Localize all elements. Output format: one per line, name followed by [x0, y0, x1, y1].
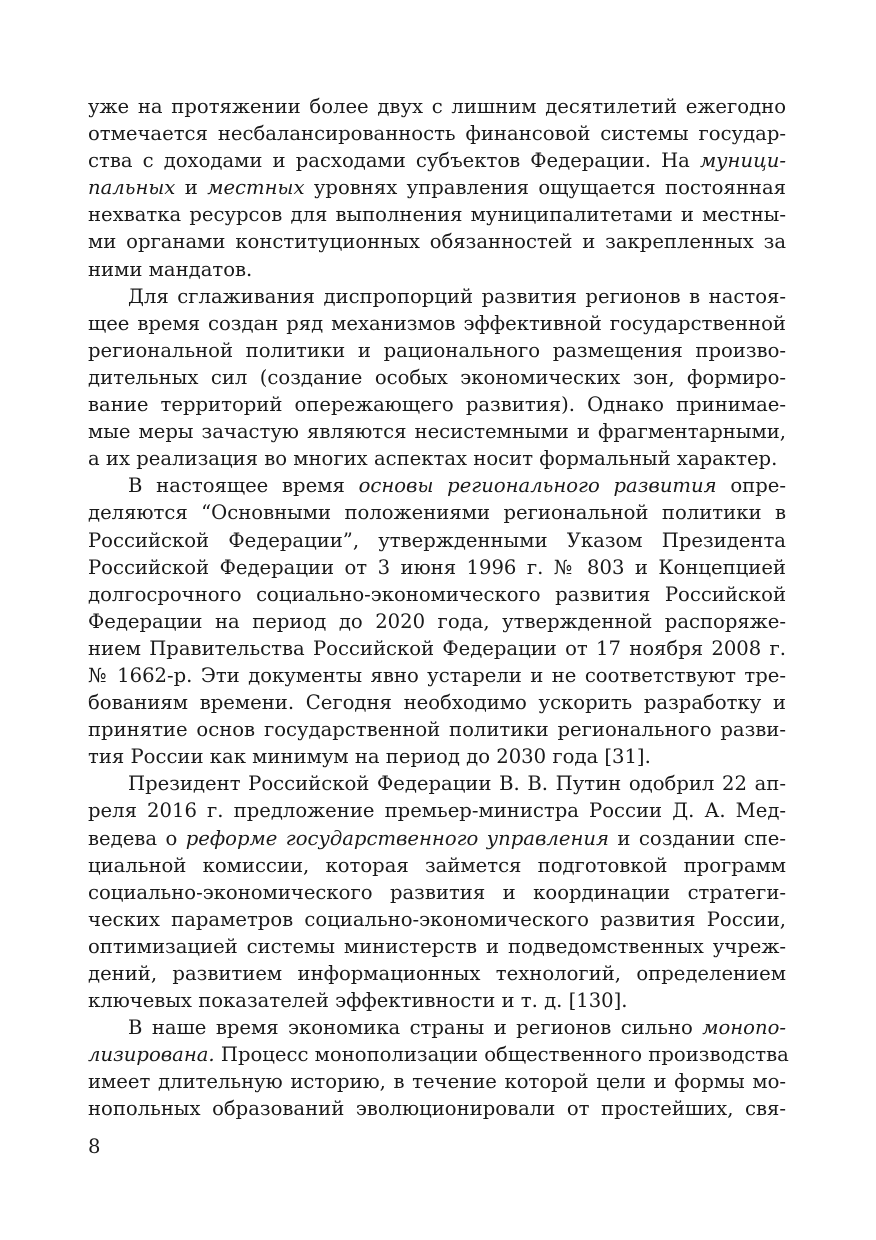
paragraph: [88, 1014, 789, 1122]
text-line: Президент Российской Федерации В. В. Путин одобрил 22 ап-: [128, 772, 786, 796]
text-line: ведева о реформе государственного управления и создании спе-: [88, 826, 786, 850]
text-line: ними мандатов.: [88, 257, 253, 281]
text-line: региональной политики и рационального размещения произво-: [88, 338, 786, 362]
text-line: № 1662-р. Эти документы явно устарели и не соответствуют тре-: [88, 663, 786, 687]
text-line: циальной комиссии, которая займется подготовкой программ: [88, 853, 786, 877]
paragraph: [88, 283, 786, 473]
text-line: а их реализация во многих аспектах носит формальный характер.: [88, 447, 778, 471]
text-line: дений, развитием информационных технологий, определением: [88, 962, 786, 985]
text-line: мые меры зачастую являются несистемными и фрагментарными,: [88, 420, 786, 444]
paragraph: [88, 472, 786, 770]
text-line: оптимизацией системы министерств и подведомственных учреж-: [88, 934, 786, 958]
text-line: тия России как минимум на период до 2030 года [31].: [88, 745, 651, 769]
text-line: бованиям времени. Сегодня необходимо ускорить разработку и: [88, 691, 786, 715]
page-number: 8: [88, 1135, 101, 1158]
text-line: долгосрочного социально-экономического развития Российской: [88, 582, 786, 606]
text-line: пальных и местных уровнях управления ощущается постоянная: [88, 176, 786, 200]
text-line: принятие основ государственной политики регионального разви-: [88, 718, 786, 742]
text-line: дительных сил (создание особых экономических зон, формиро-: [88, 365, 786, 389]
text-line: лизирована. Процесс монополизации общественного производства: [88, 1043, 789, 1067]
text-line: нием Правительства Российской Федерации от 17 ноября 2008 г.: [88, 636, 786, 660]
paragraph: [88, 93, 786, 283]
text-line: отмечается несбалансированность финансовой системы государ-: [88, 122, 786, 146]
body-text: [88, 93, 789, 1123]
text-line: имеет длительную историю, в течение которой цели и формы мо-: [88, 1070, 786, 1094]
text-line: уже на протяжении более двух с лишним десятилетий ежегодно: [88, 95, 786, 118]
text-line: нопольных образований эволюционировали от простейших, свя-: [88, 1097, 786, 1121]
text-line: ключевых показателей эффективности и т. д. [130].: [88, 989, 628, 1013]
text-line: реля 2016 г. предложение премьер-министра России Д. А. Мед-: [88, 799, 786, 823]
text-line: Российской Федерации от 3 июня 1996 г. № 803 и Концепцией: [88, 555, 786, 579]
text-line: В наше время экономика страны и регионов сильно монопо-: [128, 1016, 786, 1040]
text-line: щее время создан ряд механизмов эффективной государственной: [88, 311, 786, 335]
text-line: ческих параметров социально-экономического развития России,: [88, 907, 786, 931]
text-line: ми органами конституционных обязанностей и закрепленных за: [88, 230, 786, 254]
text-line: деляются “Основными положениями региональной политики в: [88, 501, 786, 525]
text-line: Для сглаживания диспропорций развития регионов в настоя-: [128, 284, 786, 308]
text-line: В настоящее время основы регионального развития опре-: [128, 474, 786, 498]
paragraph: [88, 770, 786, 1014]
text-line: вание территорий опережающего развития). Однако принимае-: [88, 393, 786, 417]
text-line: социально-экономического развития и координации стратеги-: [88, 880, 786, 904]
text-line: ства с доходами и расходами субъектов Федерации. На муници-: [88, 149, 786, 173]
text-line: Федерации на период до 2020 года, утвержденной распоряже-: [88, 609, 786, 633]
text-line: Российской Федерации”, утвержденными Указом Президента: [88, 528, 786, 552]
text-line: нехватка ресурсов для выполнения муниципалитетами и местны-: [88, 203, 786, 227]
